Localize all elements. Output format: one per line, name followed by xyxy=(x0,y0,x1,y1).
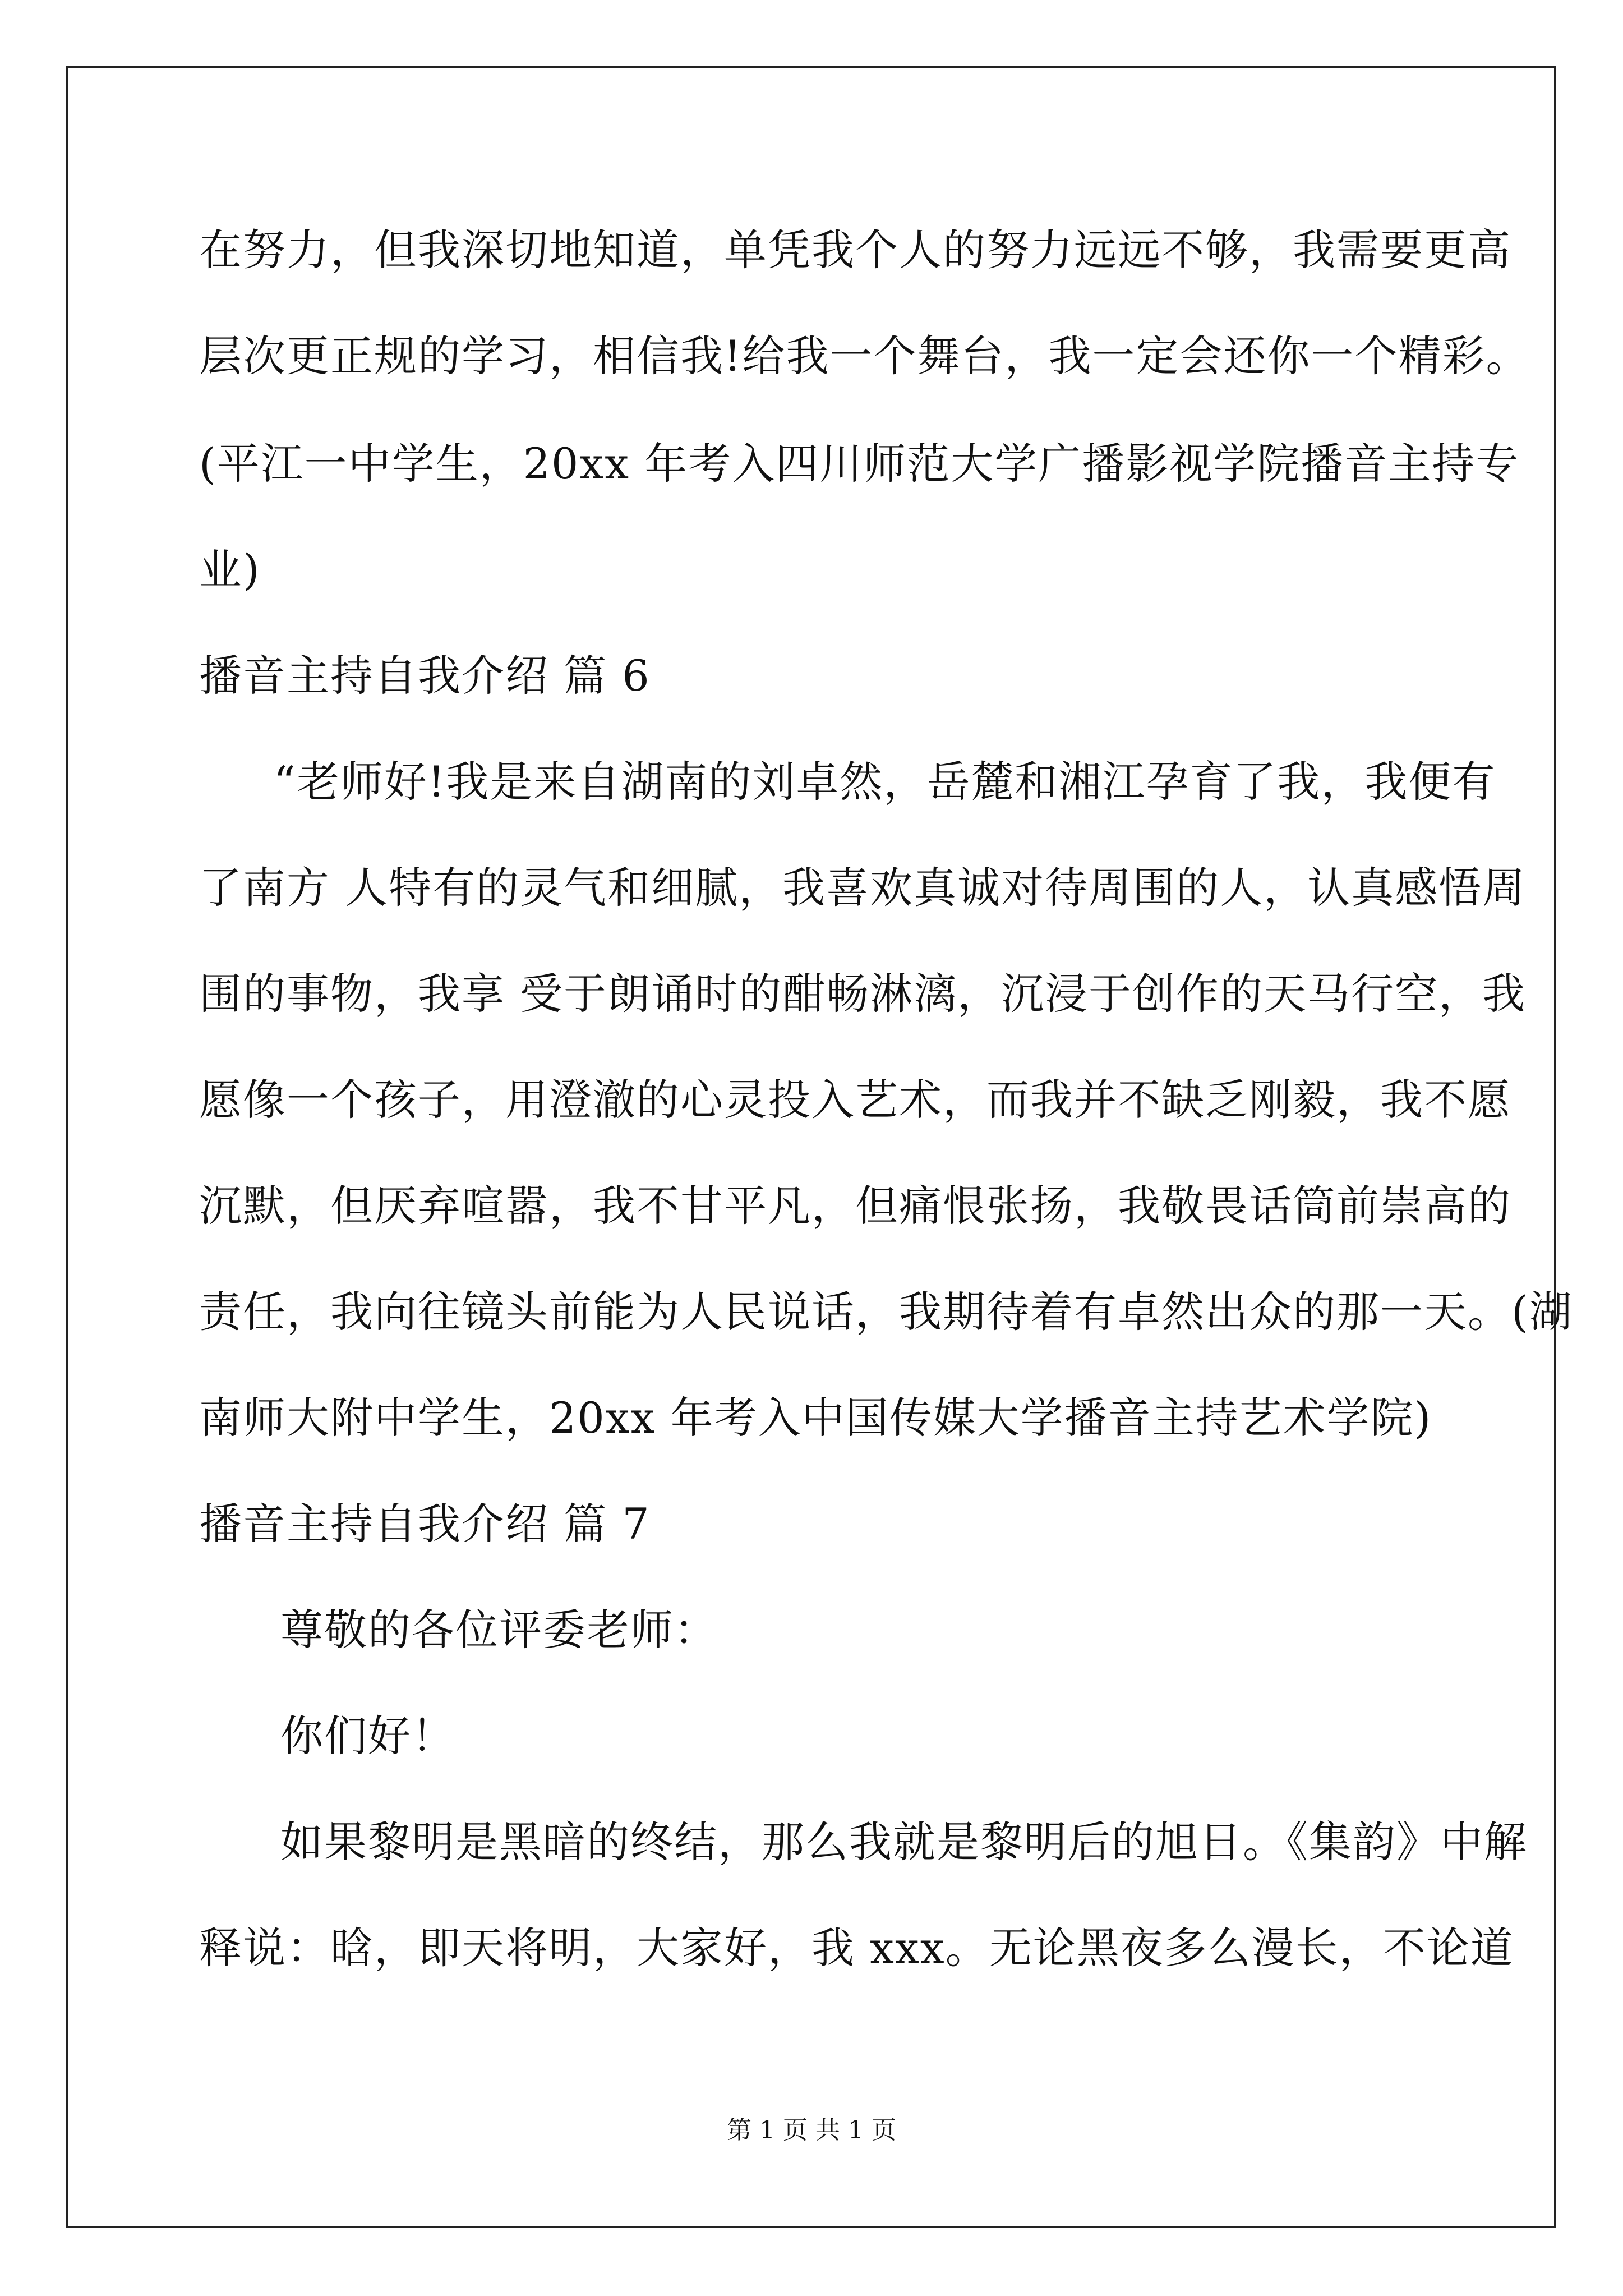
text-line: 释说：晗，即天将明，大家好，我 xxx。无论黑夜多么漫长，不论道 xyxy=(199,1923,1514,1973)
text-line: 你们好！ xyxy=(280,1711,455,1761)
text-line: 在努力，但我深切地知道，单凭我个人的努力远远不够，我需要更高 xyxy=(199,225,1511,275)
text-line: 尊敬的各位评委老师： xyxy=(280,1605,718,1655)
text-line: 围的事物，我享 受于朗诵时的酣畅淋漓，沉浸于创作的天马行空，我 xyxy=(199,969,1527,1019)
page-footer: 第 1 页 共 1 页 xyxy=(727,2116,896,2145)
text-line: 南师大附中学生，20xx 年考入中国传媒大学播音主持艺术学院) xyxy=(199,1393,1432,1443)
text-line: 如果黎明是黑暗的终结，那么我就是黎明后的旭日。《集韵》中解 xyxy=(280,1817,1528,1867)
text-line: 了南方 人特有的灵气和细腻，我喜欢真诚对待周围的人，认真感悟周 xyxy=(199,863,1527,913)
text-line: 层次更正规的学习，相信我!给我一个舞台，我一定会还你一个精彩。 xyxy=(199,331,1530,381)
section-heading: 播音主持自我介绍 篇 7 xyxy=(199,1499,651,1549)
section-heading: 播音主持自我介绍 篇 6 xyxy=(199,651,651,701)
text-line: (平江一中学生，20xx 年考入四川师范大学广播影视学院播音主持专 xyxy=(199,439,1520,489)
text-line: 愿像一个孩子，用澄澈的心灵投入艺术，而我并不缺乏刚毅，我不愿 xyxy=(199,1075,1511,1125)
text-line: 沉默，但厌弃喧嚣，我不甘平凡，但痛恨张扬，我敬畏话筒前崇高的 xyxy=(199,1181,1511,1231)
text-line: 责任，我向往镜头前能为人民说话，我期待着有卓然出众的那一天。(湖 xyxy=(199,1287,1573,1337)
page-border xyxy=(66,66,1556,2228)
text-line: “老师好!我是来自湖南的刘卓然，岳麓和湘江孕育了我，我便有 xyxy=(274,757,1496,807)
text-line: 业) xyxy=(199,545,261,595)
